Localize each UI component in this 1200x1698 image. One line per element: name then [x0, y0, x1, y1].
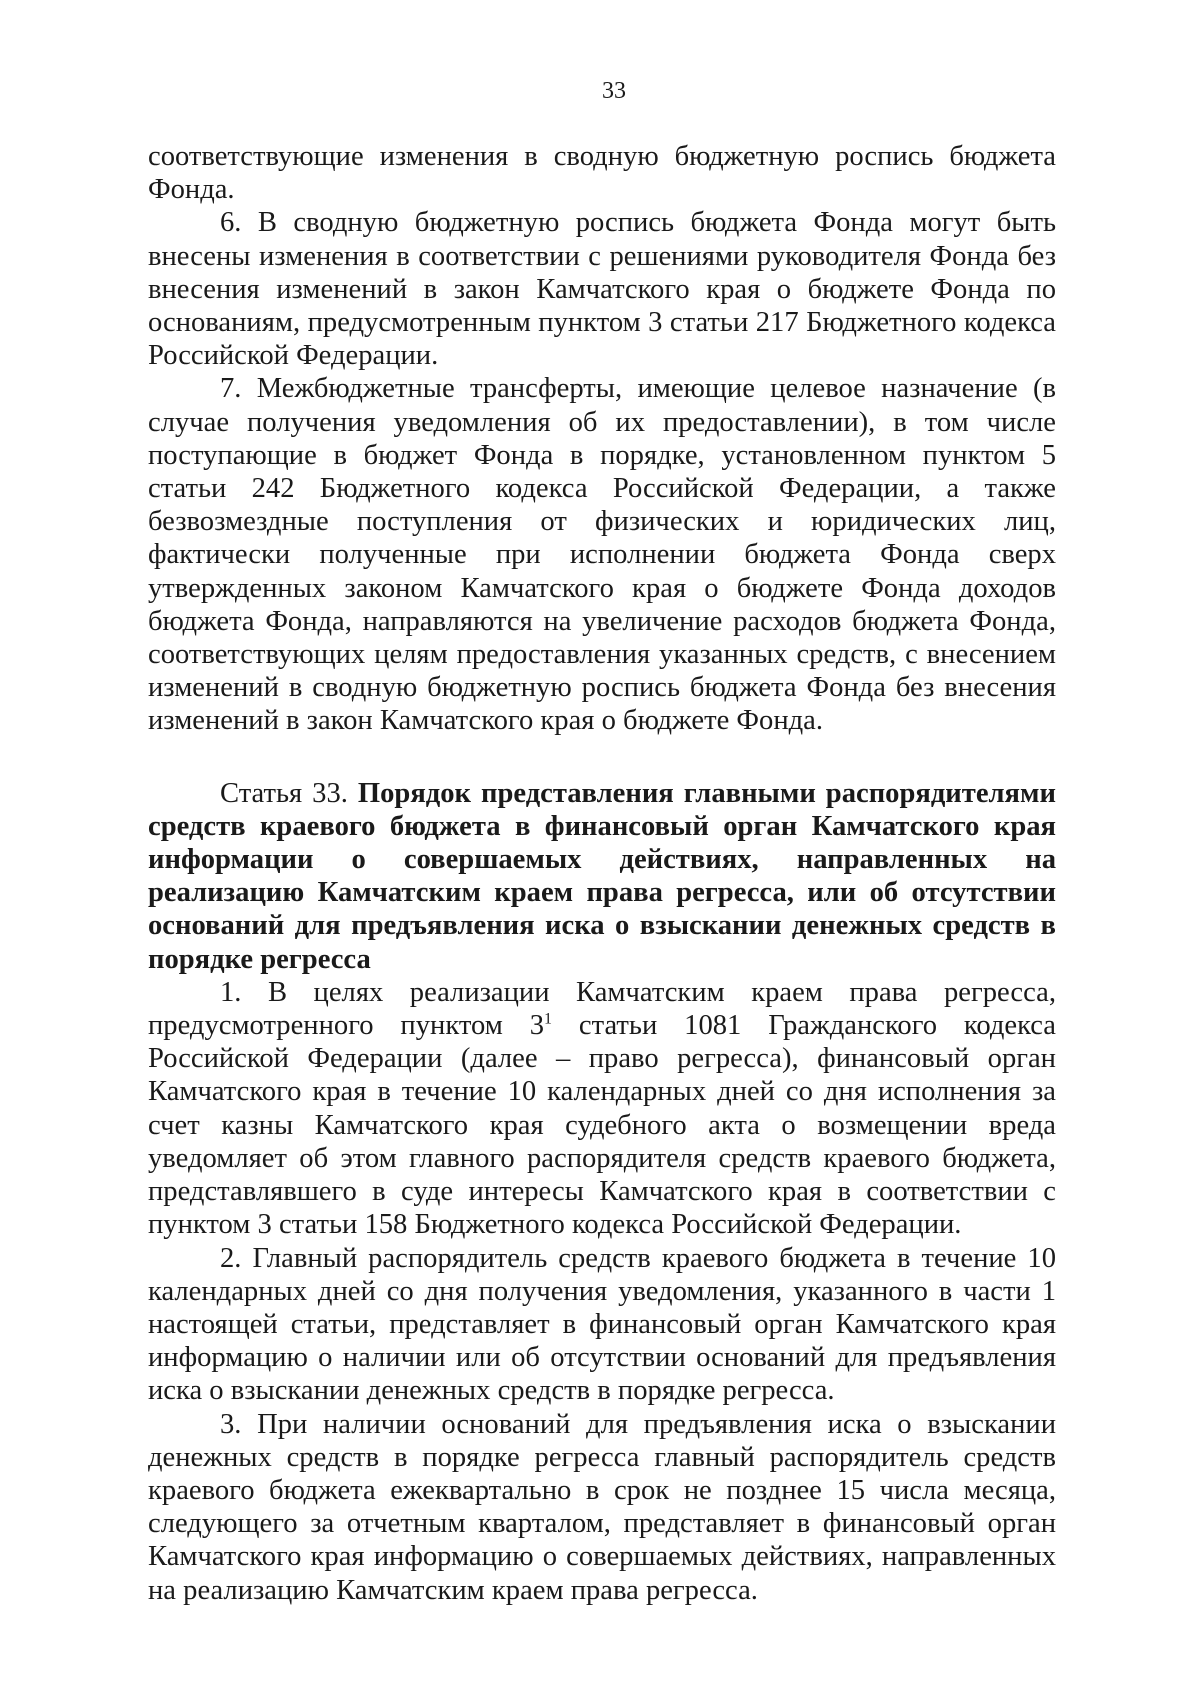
paragraph-article-item-1 [148, 976, 1056, 1242]
paragraph-article-item-2: 2. Главный распорядитель средств краевого бюджета в течение 10 календарных дней со дня получения уведомления, указанного в части 1 настоящей статьи, представляет в финансовый орган Камчатского края информацию о наличии или об отсутствии оснований для предъявления иска о взыскании денежных средств в порядке регресса. [148, 1242, 1056, 1407]
superscript-index: 1 [544, 1010, 553, 1028]
paragraph-item-7: 7. Межбюджетные трансферты, имеющие целевое назначение (в случае получения уведомления об их предоставлении), в том числе поступающие в бюджет Фонда в порядке, установленном пунктом 5 статьи 242 Бюджетного кодекса Российской Федерации, а также безвозмездные поступления от физических и юридических лиц, фактически полученные при исполнении бюджета Фонда сверх утвержденных законом Камчатского края о бюджете Фонда доходов бюджета Фонда, направляются на увеличение расходов бюджета Фонда, соответствующих целям предоставления указанных средств, с внесением изменений в сводную бюджетную роспись бюджета Фонда без внесения изменений в закон Камчатского края о бюджете Фонда. [148, 373, 1056, 737]
paragraph-continuation: соответствующие изменения в сводную бюджетную роспись бюджета Фонда. [148, 141, 1056, 206]
paragraph-article-item-3: 3. При наличии оснований для предъявления иска о взыскании денежных средств в порядке регресса главный распорядитель средств краевого бюджета ежеквартально в срок не позднее 15 числа месяца, следующего за отчетным кварталом, представляет в финансовый орган Камчатского края информацию о совершаемых действиях, направленных на реализацию Камчатским краем права регресса. [148, 1408, 1056, 1606]
article-33-title [148, 777, 1056, 976]
document-body [148, 140, 1056, 1607]
paragraph-item-6: 6. В сводную бюджетную роспись бюджета Фонда могут быть внесены изменения в соответствии с решениями руководителя Фонда без внесения изменений в закон Камчатского края о бюджете Фонда по основаниям, предусмотренным пунктом 3 статьи 217 Бюджетного кодекса Российской Федерации. [148, 207, 1056, 372]
article-heading: Порядок представления главными распорядителями средств краевого бюджета в финансовый орган Камчатского края информации о совершаемых действиях, направленных на реализацию Камчатским краем права регресса, или об отсутствии оснований для предъявления иска о взыскании денежных средств в порядке регресса [148, 777, 1056, 975]
item1-text-end: статьи 1081 Гражданского кодекса Российской Федерации (далее – право регресса), финансовый орган Камчатского края в течение 10 календарных дней со дня исполнения за счет казны Камчатского края судебного акта о возмещении вреда уведомляет об этом главного распорядителя средств краевого бюджета, представлявшего в суде интересы Камчатского края в соответствии с пунктом 3 статьи 158 Бюджетного кодекса Российской Федерации. [148, 1010, 1056, 1241]
article-label: Статья 33. [220, 777, 348, 809]
page-number: 33 [602, 78, 626, 104]
item1-text-start: 1. В целях реализации Камчатским краем права регресса, предусмотренного пунктом 3 [148, 976, 1056, 1042]
